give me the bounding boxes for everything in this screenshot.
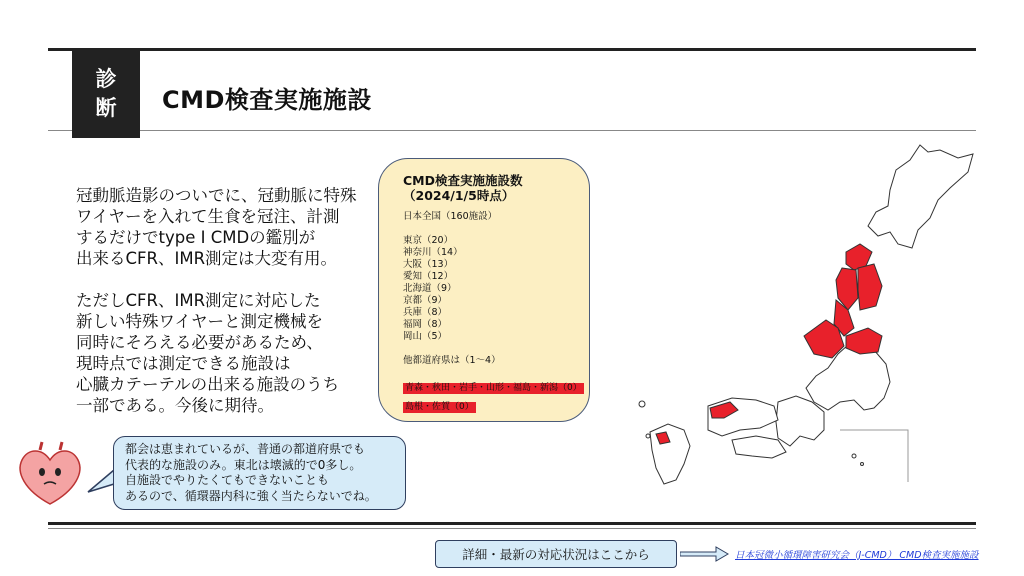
description-paragraph-1 (76, 185, 357, 269)
island-marker (852, 454, 856, 458)
island-marker (639, 401, 645, 407)
badge-char-1: 診 (95, 67, 117, 91)
bottom-rule-thin (48, 528, 976, 529)
prefecture-count: 福岡（8） (403, 319, 448, 330)
kyushu-region (650, 424, 690, 484)
zero-facility-highlight: 島根・佐賀（0） (405, 402, 474, 412)
nationwide-count: 日本全国（160施設） (403, 211, 498, 222)
mascot-left-eye (39, 468, 45, 476)
bubble-line: 自施設でやりたくてもできないことも (125, 473, 330, 487)
arrow-right-icon (680, 545, 730, 563)
page-title: CMD検査実施施設 (162, 86, 372, 114)
mascot-vessel (40, 442, 62, 450)
title-rule (48, 130, 976, 131)
text-line: するだけでtype Ⅰ CMDの鑑別が (76, 228, 316, 247)
text-line: 現時点では測定できる施設は (76, 354, 291, 373)
text-line: 冠動脈造影のついでに、冠動脈に特殊 (76, 186, 357, 205)
hokkaido-region (868, 145, 973, 248)
text-line: ワイヤーを入れて生食を冠注、計測 (76, 207, 340, 226)
heart-mascot-icon (12, 440, 88, 508)
mascot-heart-body (20, 451, 80, 504)
badge-char-2: 断 (95, 96, 117, 120)
infobox-date: （2024/1/5時点） (403, 188, 515, 203)
text-line: 心臓カテーテルの出来る施設のうち (76, 375, 340, 394)
text-line: 新しい特殊ワイヤーと測定機械を (76, 312, 324, 331)
details-button[interactable]: 詳細・最新の対応状況はここから (435, 540, 677, 568)
bubble-line: 代表的な施設のみ。東北は壊滅的で0多し。 (125, 457, 362, 472)
prefecture-count: 北海道（9） (403, 283, 457, 294)
text-line: ただしCFR、IMR測定に対応した (76, 291, 321, 310)
mascot-right-eye (55, 468, 61, 476)
bubble-tail-icon (86, 466, 116, 496)
prefecture-count: 大阪（13） (403, 259, 454, 270)
description-paragraph-2 (76, 290, 339, 416)
infobox-title: CMD検査実施施設数 (403, 173, 523, 188)
bubble-line: 都会は恵まれているが、普通の都道府県でも (125, 442, 366, 456)
prefecture-count: 神奈川（14） (403, 247, 463, 258)
shikoku-region (732, 436, 786, 458)
island-marker (646, 434, 650, 438)
prefecture-fukushima (846, 328, 882, 354)
island-marker (861, 463, 864, 466)
prefecture-count: 愛知（12） (403, 271, 454, 282)
section-badge (72, 50, 140, 138)
facility-count-box (378, 158, 590, 422)
prefecture-count: 岡山（5） (403, 331, 448, 342)
text-line: 同時にそろえる必要があるため、 (76, 333, 323, 352)
bottom-rule (48, 522, 976, 525)
text-line: 出来るCFR、IMR測定は大変有用。 (76, 249, 338, 268)
prefecture-count: 兵庫（8） (403, 307, 448, 318)
text-line: 一部である。今後に期待。 (76, 396, 274, 415)
japan-map-icon (628, 140, 978, 500)
jcmd-facility-link[interactable]: 日本冠微小循環障害研究会（J-CMD） CMD検査実施施設 (735, 550, 979, 561)
prefecture-count: 東京（20） (403, 235, 454, 246)
okinawa-inset-frame (840, 430, 908, 482)
speech-bubble (113, 436, 406, 510)
zero-facility-highlight: 青森・秋田・岩手・山形・福島・新潟（0） (405, 383, 582, 393)
prefecture-count: 京都（9） (403, 295, 448, 306)
top-rule (48, 48, 976, 51)
prefecture-iwate (858, 264, 882, 310)
bubble-line: あるので、循環器内科に強く当たらないでね。 (125, 488, 377, 503)
other-prefectures-note: 他都道府県は（1～4） (403, 355, 501, 366)
